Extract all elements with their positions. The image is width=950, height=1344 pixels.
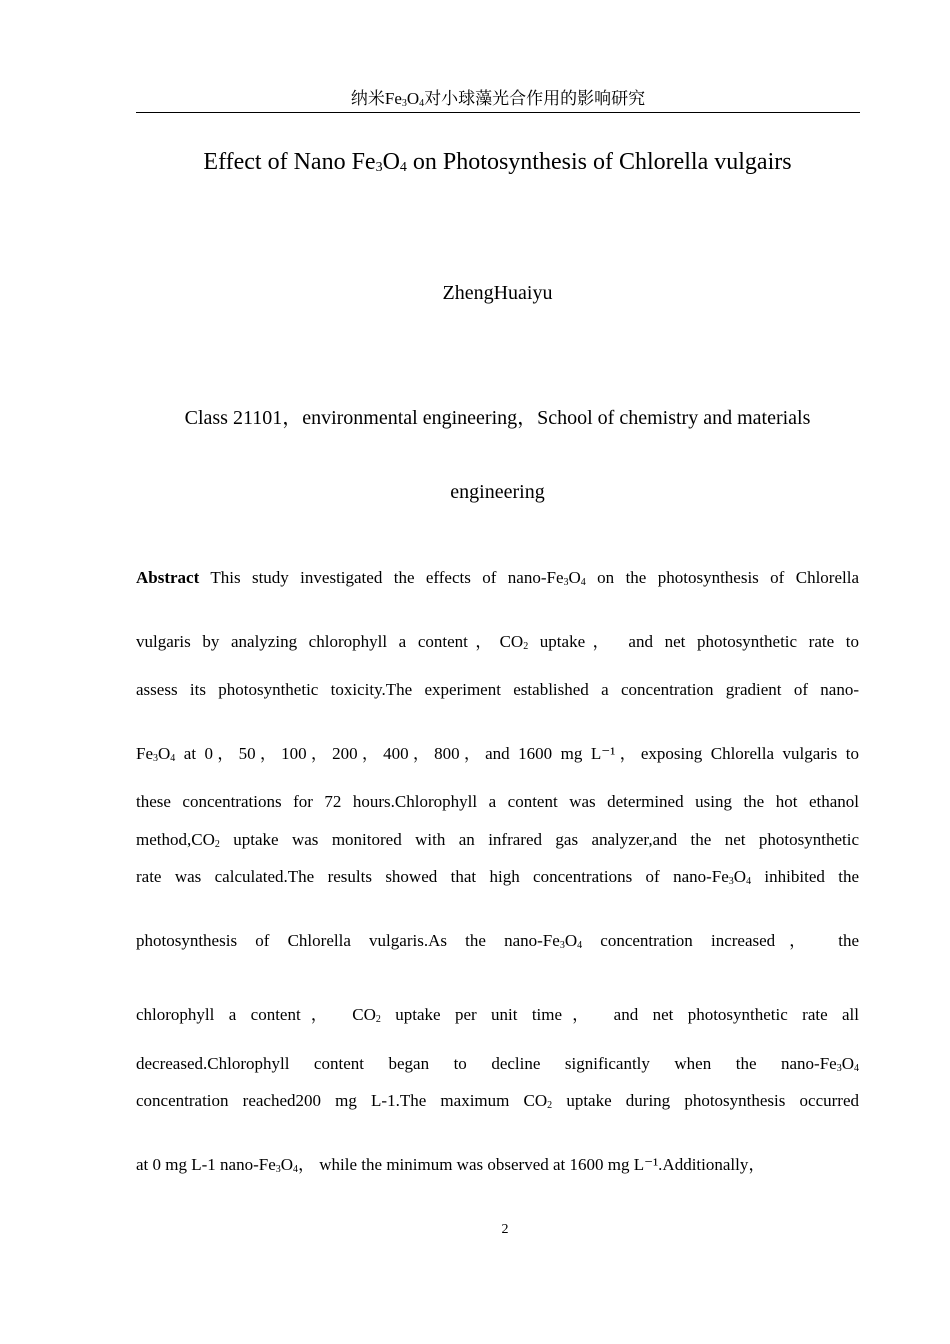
title-sub-3: 3 (375, 160, 383, 175)
abstract-text: O (280, 1155, 294, 1174)
abstract-line-5: these concentrations for 72 hours.Chlorophyll a content was determined using the hot ethanol (136, 792, 859, 811)
abstract-line-7 (136, 865, 859, 889)
abstract-text: uptake during photosynthesis occurred (552, 1091, 860, 1110)
header-chinese-prefix: 纳米 (350, 89, 385, 109)
title-sub-4: 4 (399, 160, 407, 175)
abstract-text: ， while the minimum was observed at 1600 mg L⁻¹.Additionally， (298, 1155, 766, 1174)
subscript: 2 (214, 839, 220, 850)
subscript: 4 (580, 577, 586, 588)
abstract-text: uptake per unit time， and net photosynthetic rate all (380, 1005, 859, 1024)
abstract-text: decreased.Chlorophyll content began to decline significantly when the nano-Fe (136, 1054, 837, 1073)
title-formula-o: O (382, 149, 400, 175)
abstract-text: method,CO (136, 830, 215, 849)
abstract-line-11 (136, 1089, 859, 1113)
abstract-text: uptake， and net photosynthetic rate to (528, 632, 859, 651)
subscript: 3 (153, 753, 158, 764)
abstract-text: concentration increased， the (582, 931, 859, 950)
abstract-line-3: assess its photosynthetic toxicity.The experiment established a concentration gradient of nano- (136, 680, 859, 699)
paper-title (0, 146, 950, 178)
title-prefix: Effect of Nano Fe (203, 149, 376, 175)
abstract-text: vulgaris by analyzing chlorophyll a content，CO (136, 632, 524, 651)
header-sub-4: 4 (419, 98, 425, 109)
abstract-text: inhibited the (751, 867, 859, 886)
abstract-text: at 0，50，100，200，400，800，and 1600 mg L⁻¹，exposing Chlorella vulgaris to (175, 744, 859, 763)
abstract-text: Fe (136, 744, 153, 763)
abstract-text: O (564, 931, 578, 950)
subscript: 3 (563, 577, 569, 588)
affiliation-line-1: Class 21101，environmental engineering，School of chemistry and materials (184, 407, 811, 429)
header-formula-o: O (406, 89, 420, 108)
author-name: ZhengHuaiyu (442, 282, 553, 304)
affiliation-line-2: engineering (450, 481, 545, 503)
subscript: 2 (523, 641, 529, 652)
subscript: 4 (854, 1063, 859, 1074)
subscript: 4 (746, 876, 752, 887)
abstract-text: This study investigated the effects of nano-Fe (199, 568, 564, 587)
abstract-text: on the photosynthesis of Chlorella (585, 568, 859, 587)
subscript: 4 (293, 1164, 299, 1175)
abstract-text: uptake was monitored with an infrared gas analyzer,and the net photosynthetic (219, 830, 859, 849)
abstract-text: O (841, 1054, 854, 1073)
title-suffix: on Photosynthesis of Chlorella vulgairs (406, 149, 792, 175)
abstract-text: O (733, 867, 747, 886)
abstract-line-2 (136, 630, 859, 654)
running-header (136, 88, 860, 113)
abstract-line-1 (136, 566, 859, 590)
abstract-text: at 0 mg L-1 nano-Fe (136, 1155, 276, 1174)
abstract-line-12 (136, 1153, 859, 1177)
abstract-text: O (568, 568, 581, 587)
abstract-text: O (158, 744, 171, 763)
subscript: 3 (559, 940, 565, 951)
subscript: 4 (170, 753, 176, 764)
abstract-line-10 (136, 1052, 859, 1076)
abstract-line-8 (136, 929, 859, 953)
header-chinese-suffix: 对小球藻光合作用的影响研究 (424, 89, 646, 109)
abstract-line-9 (136, 1003, 859, 1027)
page-number: 2 (501, 1222, 509, 1237)
abstract-text: rate was calculated.The results showed that high concentrations of nano-Fe (136, 867, 729, 886)
subscript: 3 (836, 1063, 842, 1074)
abstract-text: concentration reached200 mg L-1.The maximum CO (136, 1091, 548, 1110)
abstract-text: photosynthesis of Chlorella vulgaris.As the nano-Fe (136, 931, 560, 950)
subscript: 3 (728, 876, 734, 887)
subscript: 2 (547, 1100, 553, 1111)
header-formula-fe: Fe (384, 89, 402, 108)
abstract-line-6 (136, 828, 859, 852)
abstract-line-4 (136, 742, 859, 766)
subscript: 2 (375, 1014, 381, 1025)
subscript: 4 (577, 940, 583, 951)
subscript: 3 (275, 1164, 281, 1175)
abstract-label: Abstract (136, 568, 200, 587)
abstract-text: chlorophyll a content， CO (136, 1005, 376, 1024)
header-sub-3: 3 (401, 98, 407, 109)
